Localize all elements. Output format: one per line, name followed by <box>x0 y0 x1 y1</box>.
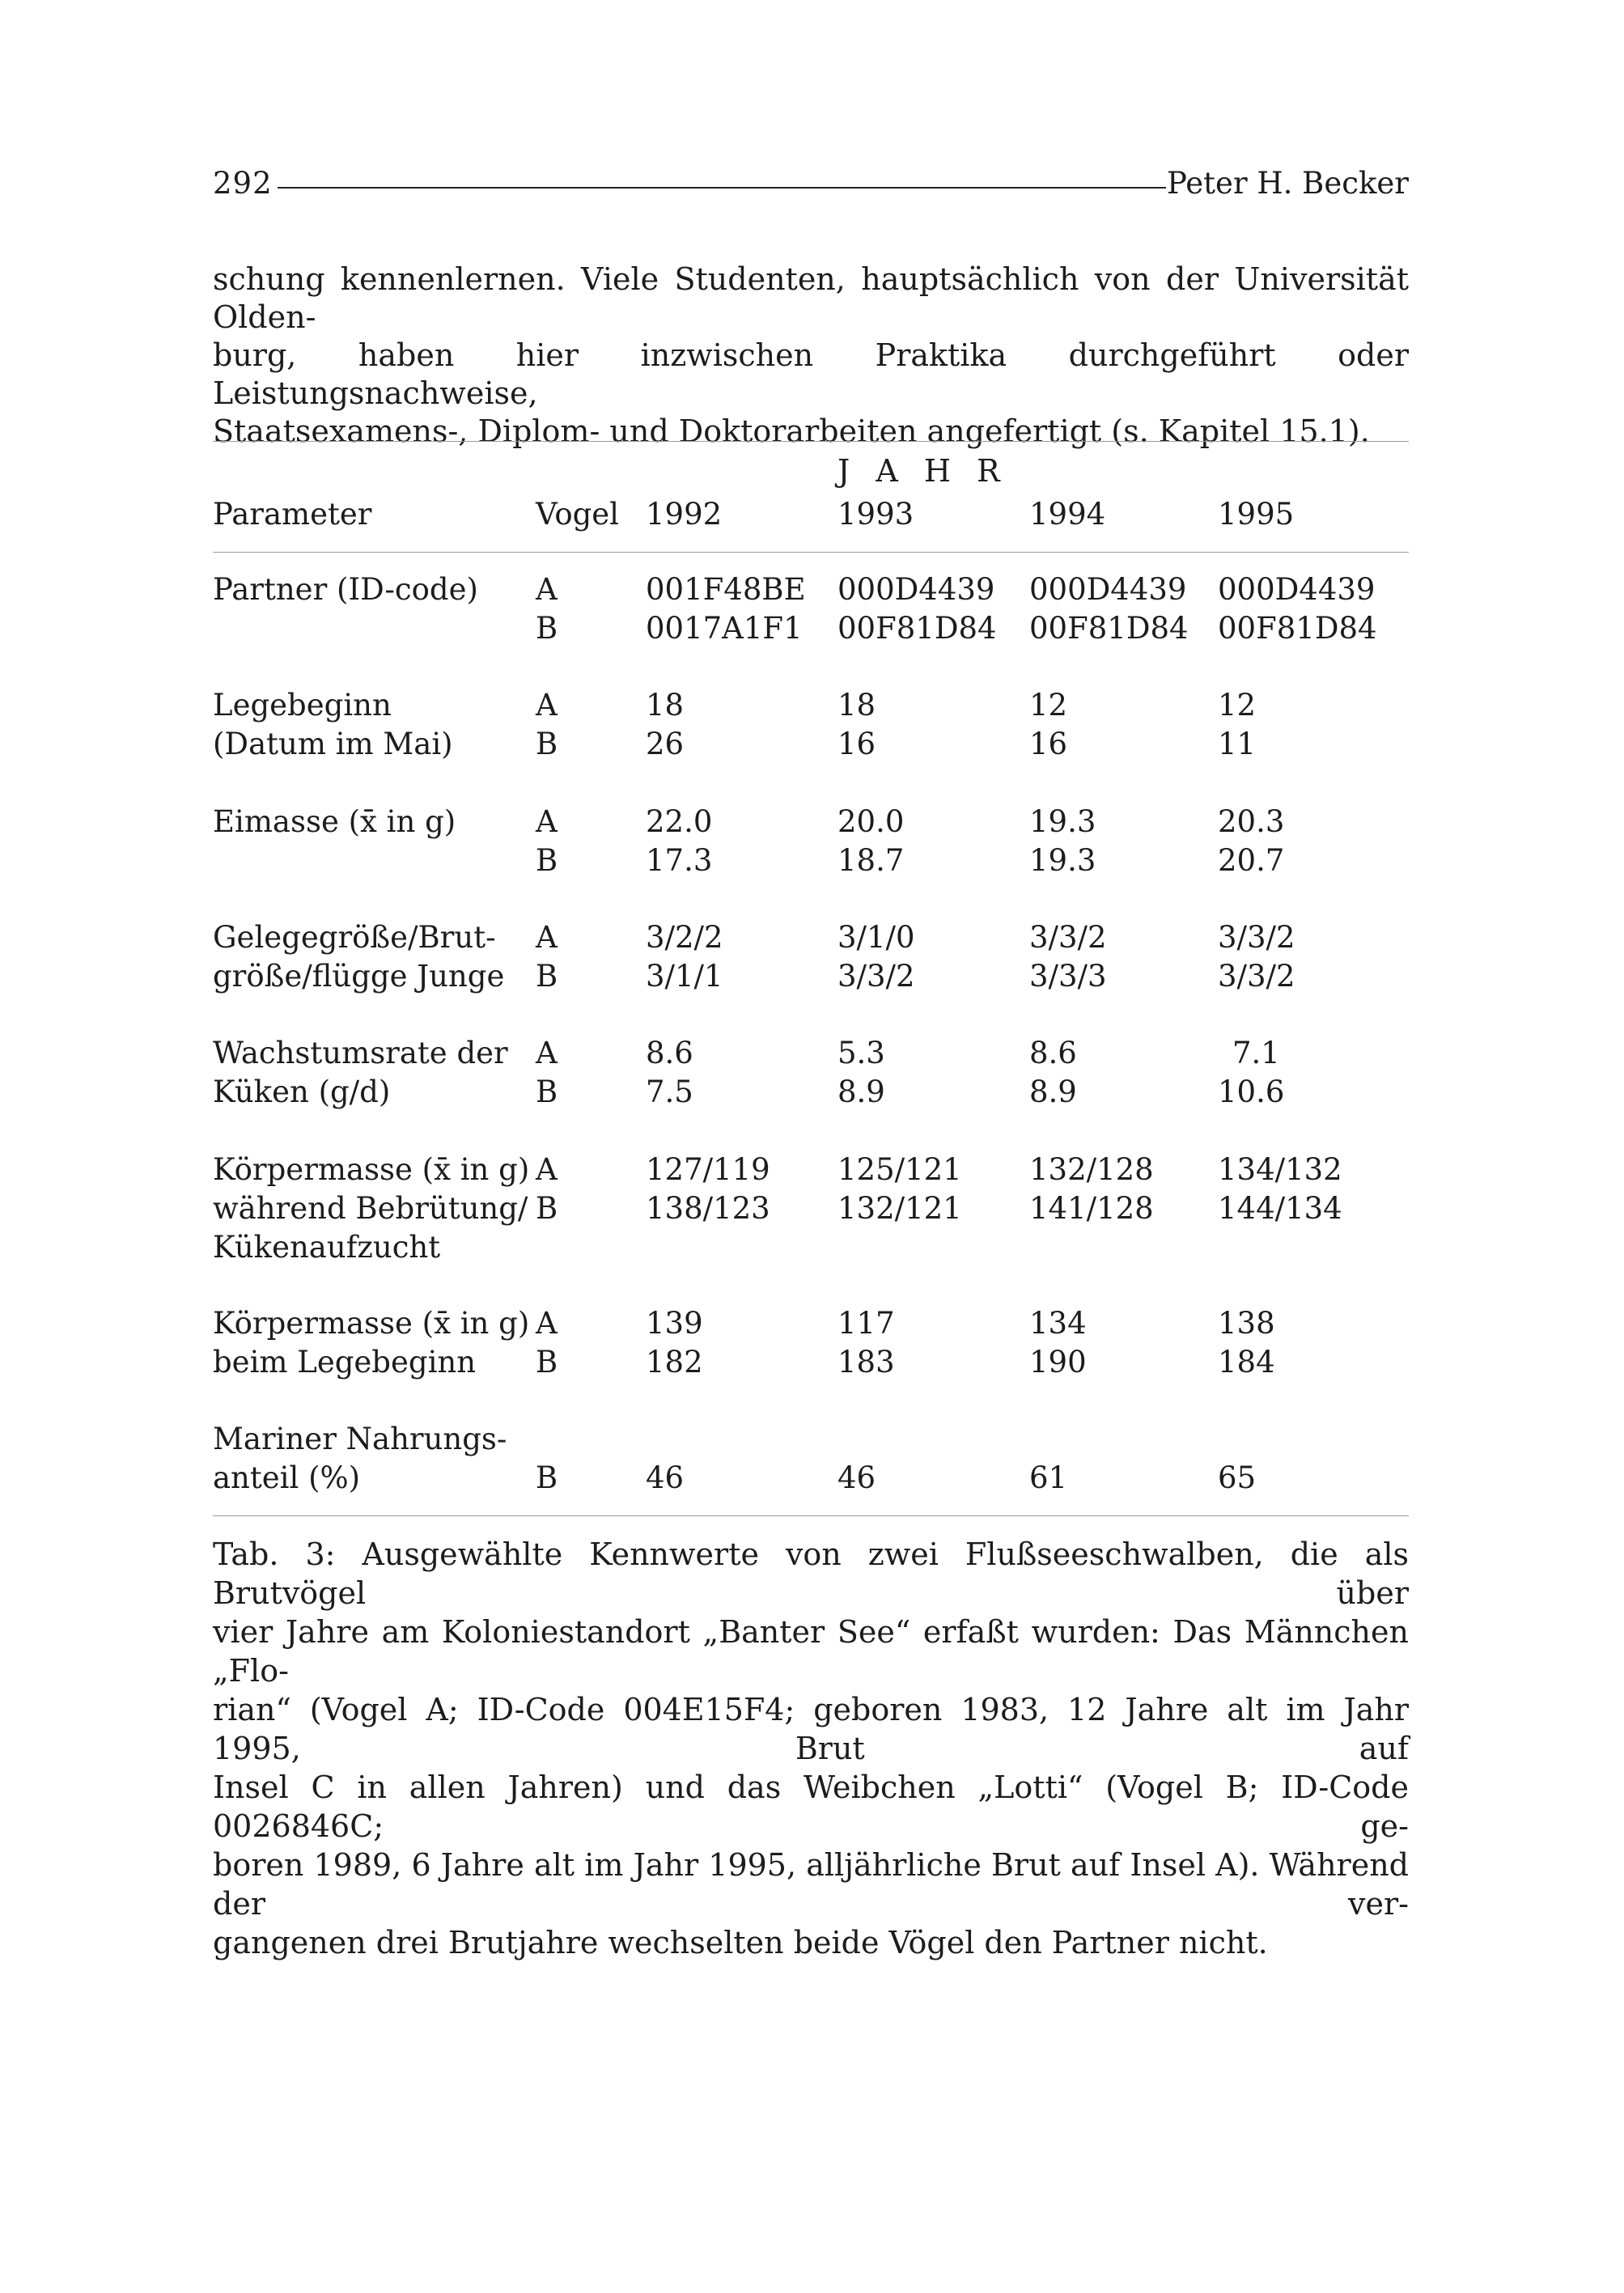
header-rule <box>278 187 1166 189</box>
caption-line: vier Jahre am Koloniestandort „Banter See“ erfaßt wurden: Das Männchen „Flo- <box>213 1614 1409 1689</box>
bird-label: B <box>536 1460 558 1495</box>
column-header-1995: 1995 <box>1218 497 1295 532</box>
intro-paragraph <box>213 261 1409 451</box>
caption-line: gangenen drei Brutjahre wechselten beide Vögel den Partner nicht. <box>213 1925 1268 1960</box>
table-cell-1994: 61 <box>1029 1460 1068 1495</box>
bird-label: A <box>536 1306 558 1341</box>
running-author: Peter H. Becker <box>1167 166 1409 201</box>
table-cell-1993: 46 <box>837 1460 876 1495</box>
table-cell-1994: 12 <box>1029 688 1068 723</box>
table-cell-1993: 3/1/0 <box>837 920 915 955</box>
bird-label: A <box>536 572 558 607</box>
intro-line: Staatsexamens-, Diplom- und Doktorarbeiten angefertigt (s. Kapitel 15.1). <box>213 413 1370 449</box>
table-cell-1992: 0017A1F1 <box>646 611 803 646</box>
table-cell-1993: 18 <box>837 688 876 723</box>
table-cell-1993: 125/121 <box>837 1152 962 1187</box>
table-cell-1994: 3/3/3 <box>1029 959 1107 994</box>
caption-line: Tab. 3: Ausgewählte Kennwerte von zwei Flußseeschwalben, die als Brutvögel über <box>213 1536 1409 1611</box>
running-header <box>213 166 1409 206</box>
table-cell-1995: 3/3/2 <box>1218 920 1295 955</box>
parameter-label: größe/flügge Junge <box>213 959 505 994</box>
bird-label: B <box>536 1191 558 1226</box>
table-cell-1995: 144/134 <box>1218 1191 1342 1226</box>
table-cell-1992: 3/2/2 <box>646 920 723 955</box>
table-cell-1995: 7.1 <box>1232 1036 1280 1070</box>
table-cell-1992: 139 <box>646 1306 703 1341</box>
table-cell-1993: 16 <box>837 727 876 761</box>
table-cell-1993: 000D4439 <box>837 572 995 607</box>
table-cell-1994: 8.6 <box>1029 1036 1077 1070</box>
table-cell-1994: 16 <box>1029 727 1068 761</box>
table-cell-1994: 3/3/2 <box>1029 920 1107 955</box>
table-cell-1994: 19.3 <box>1029 843 1096 878</box>
table-cell-1992: 26 <box>646 727 685 761</box>
table-cell-1993: 117 <box>837 1306 895 1341</box>
table-cell-1993: 00F81D84 <box>837 611 997 646</box>
table-cell-1993: 183 <box>837 1345 895 1380</box>
table-cell-1995: 20.7 <box>1218 843 1285 878</box>
table-cell-1995: 3/3/2 <box>1218 959 1295 994</box>
table-cell-1995: 184 <box>1218 1345 1275 1380</box>
table-cell-1993: 3/3/2 <box>837 959 915 994</box>
column-header-1993: 1993 <box>837 497 914 532</box>
table-cell-1995: 00F81D84 <box>1218 611 1377 646</box>
page-number: 292 <box>213 166 273 201</box>
parameter-label: Kükenaufzucht <box>213 1230 441 1265</box>
bird-label: A <box>536 1036 558 1070</box>
table-cell-1993: 132/121 <box>837 1191 962 1226</box>
table-cell-1993: 18.7 <box>837 843 905 878</box>
parameter-label: Legebeginn <box>213 688 392 723</box>
table-group-header: J A H R <box>837 453 1008 489</box>
table-cell-1993: 5.3 <box>837 1036 885 1070</box>
table-cell-1992: 17.3 <box>646 843 713 878</box>
caption-line: boren 1989, 6 Jahre alt im Jahr 1995, alljährliche Brut auf Insel A). Während der ver- <box>213 1847 1409 1922</box>
bird-label: B <box>536 843 558 878</box>
table-cell-1994: 00F81D84 <box>1029 611 1189 646</box>
caption-line: Insel C in allen Jahren) und das Weibchen „Lotti“ (Vogel B; ID-Code 0026846C; ge- <box>213 1770 1409 1844</box>
table-cell-1994: 000D4439 <box>1029 572 1187 607</box>
parameter-label: Eimasse (x̄ in g) <box>213 804 456 839</box>
table-cell-1995: 10.6 <box>1218 1074 1285 1109</box>
table-cell-1992: 3/1/1 <box>646 959 723 994</box>
table-cell-1993: 8.9 <box>837 1074 885 1109</box>
bird-label: B <box>536 959 558 994</box>
table-header-rule <box>213 552 1409 553</box>
table-cell-1992: 182 <box>646 1345 703 1380</box>
table-cell-1995: 000D4439 <box>1218 572 1376 607</box>
parameter-label: während Bebrütung/ <box>213 1191 528 1226</box>
intro-line: burg, haben hier inzwischen Praktika durchgeführt oder Leistungsnachweise, <box>213 337 1409 411</box>
table-cell-1992: 7.5 <box>646 1074 693 1109</box>
bird-label: A <box>536 688 558 723</box>
table-bottom-rule <box>213 1515 1409 1516</box>
table-cell-1992: 138/123 <box>646 1191 770 1226</box>
table-cell-1992: 001F48BE <box>646 572 806 607</box>
parameter-label: Körpermasse (x̄ in g) <box>213 1152 530 1187</box>
parameter-label: beim Legebeginn <box>213 1345 477 1380</box>
bird-label: A <box>536 1152 558 1187</box>
parameter-label: Partner (ID-code) <box>213 572 478 607</box>
table-cell-1995: 20.3 <box>1218 804 1285 839</box>
parameter-label: anteil (%) <box>213 1460 361 1495</box>
table-cell-1995: 11 <box>1218 727 1257 761</box>
parameter-label: Küken (g/d) <box>213 1074 391 1109</box>
bird-label: B <box>536 1345 558 1380</box>
column-header-1994: 1994 <box>1029 497 1106 532</box>
table-cell-1995: 12 <box>1218 688 1257 723</box>
table-cell-1992: 18 <box>646 688 685 723</box>
parameter-label: Körpermasse (x̄ in g) <box>213 1306 530 1341</box>
parameter-label: Mariner Nahrungs- <box>213 1422 507 1456</box>
table-cell-1992: 22.0 <box>646 804 713 839</box>
table-cell-1992: 8.6 <box>646 1036 693 1070</box>
column-header-vogel: Vogel <box>536 497 620 532</box>
parameter-label: (Datum im Mai) <box>213 727 453 761</box>
table-cell-1994: 141/128 <box>1029 1191 1154 1226</box>
table-cell-1995: 134/132 <box>1218 1152 1342 1187</box>
table-cell-1992: 127/119 <box>646 1152 770 1187</box>
table-cell-1995: 65 <box>1218 1460 1257 1495</box>
table-cell-1993: 20.0 <box>837 804 905 839</box>
table-cell-1994: 132/128 <box>1029 1152 1154 1187</box>
bird-label: A <box>536 804 558 839</box>
table-cell-1994: 134 <box>1029 1306 1087 1341</box>
table-top-rule <box>213 441 1409 442</box>
bird-label: B <box>536 611 558 646</box>
table-cell-1994: 190 <box>1029 1345 1087 1380</box>
table-caption <box>213 1535 1409 1962</box>
bird-label: B <box>536 727 558 761</box>
table-cell-1994: 19.3 <box>1029 804 1096 839</box>
bird-label: B <box>536 1074 558 1109</box>
table-cell-1992: 46 <box>646 1460 685 1495</box>
intro-line: schung kennenlernen. Viele Studenten, hauptsächlich von der Universität Olden- <box>213 261 1409 335</box>
table-cell-1994: 8.9 <box>1029 1074 1077 1109</box>
parameter-label: Gelegegröße/Brut- <box>213 920 496 955</box>
column-header-parameter: Parameter <box>213 497 372 532</box>
caption-line: rian“ (Vogel A; ID-Code 004E15F4; geboren 1983, 12 Jahre alt im Jahr 1995, Brut auf <box>213 1692 1409 1766</box>
bird-label: A <box>536 920 558 955</box>
parameter-label: Wachstumsrate der <box>213 1036 508 1070</box>
column-header-1992: 1992 <box>646 497 723 532</box>
table-cell-1995: 138 <box>1218 1306 1275 1341</box>
